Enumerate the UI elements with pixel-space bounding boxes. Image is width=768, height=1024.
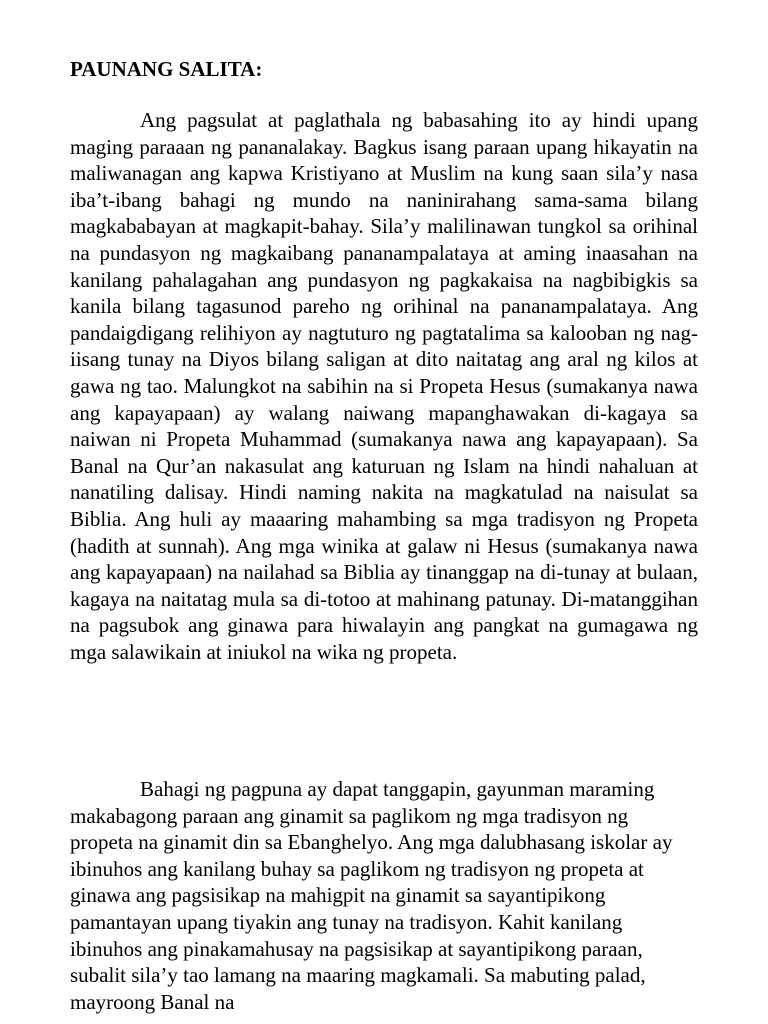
paragraph-1: Ang pagsulat at paglathala ng babasahing ito ay hindi upang maging paraaan ng pananalakay. Bagkus isang paraan upang hikayatin na maliwanagan ang kapwa Kristiyano at Muslim na kung saan sila’y nasa iba’t-ibang bahagi ng mundo na naninirahang sama-sama bilang magkababayan at magkapit-bahay. Sila’y malilinawan tungkol sa orihinal na pundasyon ng magkaibang pananampalataya at aming inaasahan na kanilang pahalagahan ang pundasyon ng pagkakaisa na nagbibigkis sa kanila bilang tagasunod pareho ng orihinal na pananampalataya. Ang pandaigdigang relihiyon ay nagtuturo ng pagtatalima sa kalooban ng nag-iisang tunay na Diyos bilang saligan at dito naitatag ang aral ng kilos at gawa ng tao. Malungkot na sabihin na si Propeta Hesus (sumakanya nawa ang kapayapaan) ay walang naiwang mapanghawakan di-kagaya sa naiwan ni Propeta Muhammad (sumakanya nawa ang kapayapaan). Sa Banal na Qur’an nakasulat ang katuruan ng Islam na hindi nahaluan at nanatiling dalisay. Hindi naming nakita na magkatulad na naisulat sa Biblia. Ang huli ay maaaring mahambing sa mga tradisyon ng Propeta (hadith at sunnah). Ang mga winika at galaw ni Hesus (sumakanya nawa ang kapayapaan) na nailahad sa Biblia ay tinanggap na di-tunay at bulaan, kagaya na naitatag mula sa di-totoo at mahinang patunay. Di-matanggihan na pagsubok ang ginawa para hiwalayin ang pangkat na gumagawa ng mga salawikain at iniukol na wika ng propeta. — [70, 108, 698, 664]
document-heading: PAUNANG SALITA: — [70, 57, 263, 81]
paragraph-2: Bahagi ng pagpuna ay dapat tanggapin, gayunman maraming makabagong paraan ang ginamit sa paglikom ng mga tradisyon ng propeta na ginamit din sa Ebanghelyo. Ang mga dalubhasang iskolar ay ibinuhos ang kanilang buhay sa paglikom ng tradisyon ng propeta at ginawa ang pagsisikap na mahigpit na ginamit sa sayantipikong pamantayan upang tiyakin ang tunay na tradisyon. Kahit kanilang ibinuhos ang pinakamahusay na pagsisikap at sayantipikong paraan, subalit sila’y tao lamang na maaring magkamali. Sa mabuting palad, mayroong Banal na — [70, 777, 673, 1014]
